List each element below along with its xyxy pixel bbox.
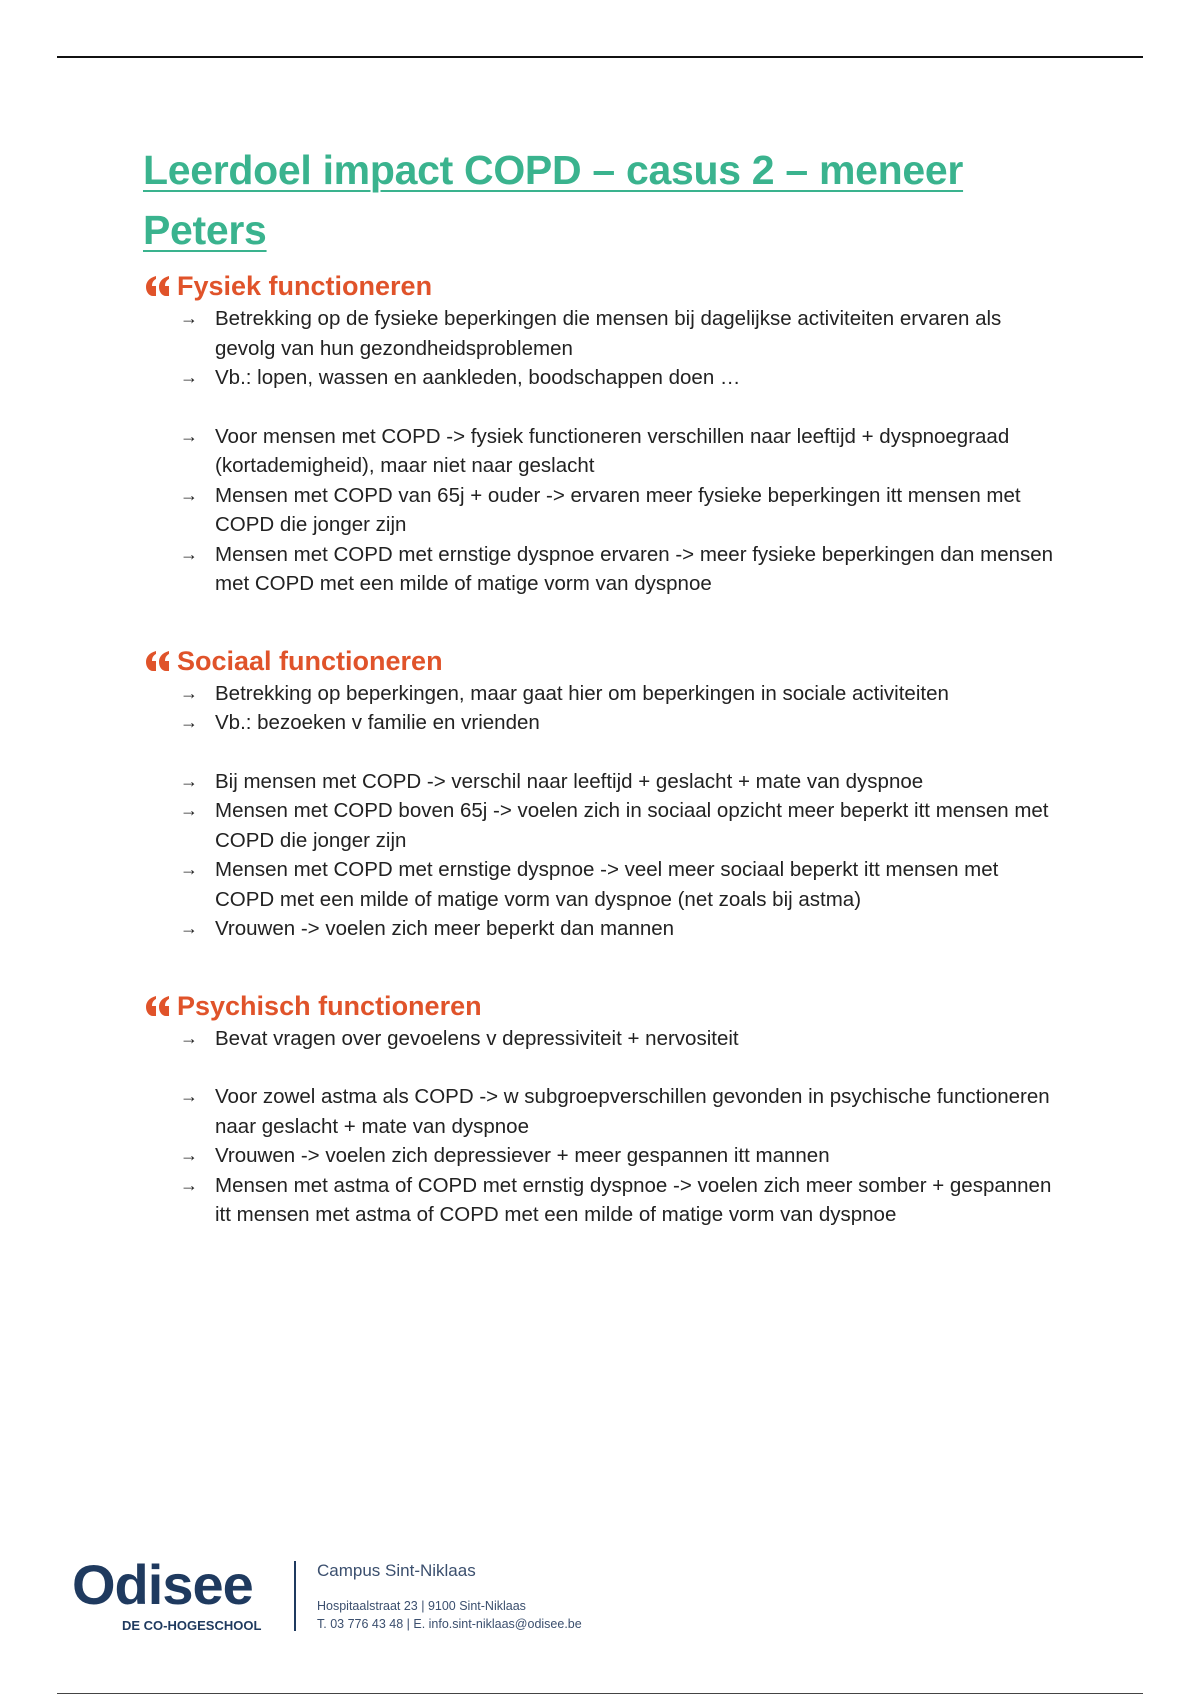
list-item: [180, 914, 1063, 944]
section-heading: [143, 643, 1063, 679]
arrow-bullet-icon: →: [180, 859, 198, 879]
address-line: Hospitaalstraat 23 | 9100 Sint-Niklaas: [317, 1599, 526, 1613]
bullet-list: [143, 1024, 1063, 1054]
list-item: [180, 1141, 1063, 1171]
list-item-text: Voor zowel astma als COPD -> w subgroepverschillen gevonden in psychische functioneren naar geslacht + mate van dyspnoe: [215, 1085, 1050, 1138]
quote-marks-icon: [143, 992, 171, 1020]
page-title: Leerdoel impact COPD – casus 2 – meneer Peters: [143, 147, 964, 253]
arrow-bullet-icon: →: [180, 484, 198, 505]
list-item: [180, 1171, 1063, 1230]
list-item-text: Betrekking op beperkingen, maar gaat hier om beperkingen in sociale activiteiten: [215, 681, 949, 705]
list-item-text: Bij mensen met COPD -> verschil naar leeftijd + geslacht + mate van dyspnoe: [215, 769, 924, 793]
section-heading-text: Psychisch functioneren: [177, 990, 482, 1021]
list-item-text: Voor mensen met COPD -> fysiek functioneren verschillen naar leeftijd + dyspnoegraad (kortademigheid), maar niet naar geslacht: [215, 424, 1010, 477]
list-item-text: Vb.: lopen, wassen en aankleden, boodschappen doen …: [215, 366, 741, 389]
section-heading-text: Fysiek functioneren: [177, 271, 433, 301]
list-item: [180, 855, 1063, 914]
odisee-logo: Odisee: [72, 1553, 253, 1616]
top-rule: [57, 56, 1143, 58]
arrow-bullet-icon: →: [180, 1145, 198, 1165]
arrow-bullet-icon: →: [180, 308, 198, 328]
arrow-bullet-icon: →: [180, 800, 198, 820]
list-item: [180, 540, 1063, 599]
list-item-text: Mensen met COPD van 65j + ouder -> ervaren meer fysieke beperkingen itt mensen met COPD die jonger zijn: [215, 483, 1021, 536]
arrow-bullet-icon: →: [180, 1174, 198, 1195]
list-item-text: Mensen met COPD met ernstige dyspnoe ervaren -> meer fysieke beperkingen dan mensen met COPD met een milde of matige vorm van dyspnoe: [215, 542, 1054, 595]
bottom-rule: [57, 1693, 1143, 1694]
contact-line: T. 03 776 43 48 | E. info.sint-niklaas@odisee.be: [317, 1617, 582, 1631]
list-item-text: Vb.: bezoeken v familie en vrienden: [215, 711, 540, 734]
list-item-text: Mensen met COPD boven 65j -> voelen zich in sociaal opzicht meer beperkt itt mensen met COPD die jonger zijn: [215, 799, 1049, 852]
bullet-list: [143, 422, 1063, 599]
arrow-bullet-icon: →: [180, 682, 198, 703]
section-heading: [143, 268, 1063, 304]
list-item: [180, 708, 1063, 738]
list-item: [180, 304, 1063, 363]
arrow-bullet-icon: →: [180, 543, 198, 564]
arrow-bullet-icon: →: [180, 367, 198, 387]
section-heading-text: Sociaal functioneren: [177, 645, 443, 676]
list-item: [180, 481, 1063, 540]
group-spacer: [143, 738, 1063, 767]
quote-marks-icon: [143, 272, 171, 300]
list-item-text: Vrouwen -> voelen zich depressiever + meer gespannen itt mannen: [215, 1144, 830, 1167]
arrow-bullet-icon: →: [180, 712, 198, 732]
section-heading: [143, 988, 1063, 1024]
list-item-text: Mensen met COPD met ernstige dyspnoe -> veel meer sociaal beperkt itt mensen met COPD met een milde of matige vorm van dyspnoe (net zoals bij astma): [215, 858, 999, 911]
section: [143, 268, 1063, 599]
sections-container: [143, 268, 1063, 1230]
page-footer: [72, 1555, 772, 1645]
bullet-list: [143, 1082, 1063, 1230]
bullet-list: [143, 679, 1063, 738]
arrow-bullet-icon: →: [180, 425, 198, 446]
campus-name: Campus Sint-Niklaas: [317, 1561, 476, 1580]
arrow-bullet-icon: →: [180, 918, 198, 938]
footer-divider: [294, 1561, 296, 1631]
list-item: [180, 679, 1063, 709]
list-item-text: Bevat vragen over gevoelens v depressiviteit + nervositeit: [215, 1026, 739, 1050]
bullet-list: [143, 767, 1063, 944]
list-item: [180, 363, 1063, 393]
document-body: [143, 140, 1063, 1230]
list-item-text: Betrekking op de fysieke beperkingen die mensen bij dagelijkse activiteiten ervaren als gevolg van hun gezondheidsproblemen: [215, 307, 1002, 360]
quote-marks-icon: [143, 647, 171, 675]
list-item: [180, 767, 1063, 797]
list-item: [180, 796, 1063, 855]
group-spacer: [143, 1053, 1063, 1082]
list-item: [180, 422, 1063, 481]
list-item: [180, 1082, 1063, 1141]
list-item-text: Mensen met astma of COPD met ernstig dyspnoe -> voelen zich meer somber + gespannen itt mensen met astma of COPD met een milde of matige vorm van dyspnoe: [215, 1173, 1052, 1226]
arrow-bullet-icon: →: [180, 770, 198, 791]
section: [143, 643, 1063, 944]
logo-subtitle: DE CO-HOGESCHOOL: [122, 1618, 262, 1633]
group-spacer: [143, 393, 1063, 422]
list-item: [180, 1024, 1063, 1054]
bullet-list: [143, 304, 1063, 393]
arrow-bullet-icon: →: [180, 1027, 198, 1048]
arrow-bullet-icon: →: [180, 1086, 198, 1106]
list-item-text: Vrouwen -> voelen zich meer beperkt dan mannen: [215, 917, 675, 940]
section: [143, 988, 1063, 1230]
campus-address: [317, 1597, 582, 1633]
